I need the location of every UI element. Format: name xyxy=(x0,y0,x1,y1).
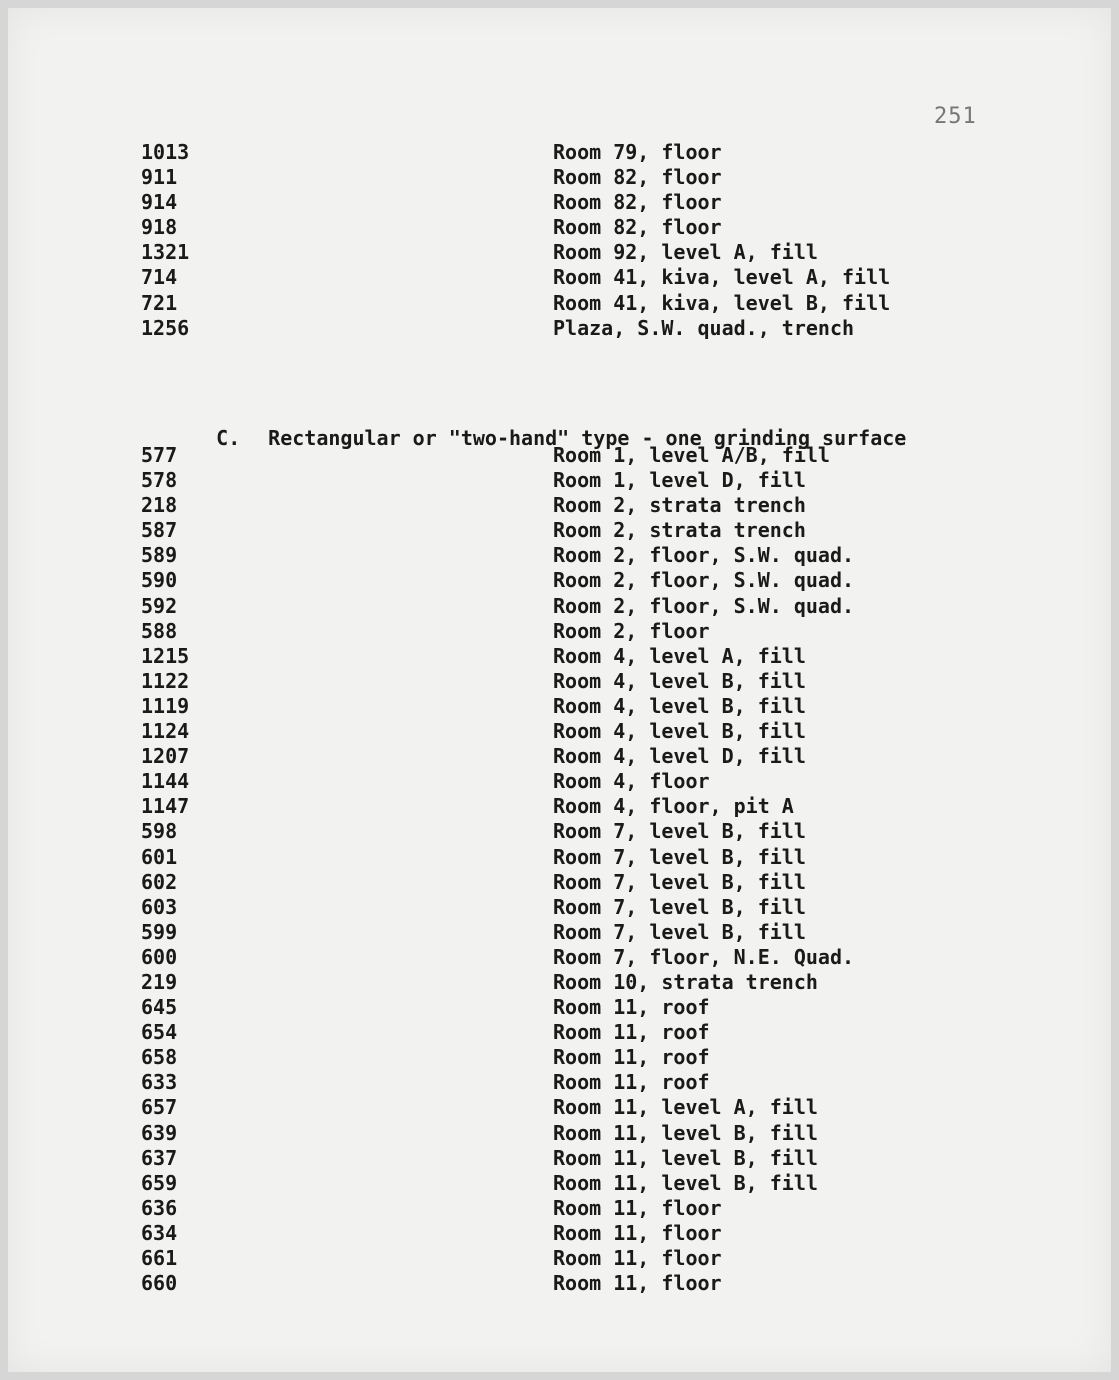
catalog-number: 601 xyxy=(141,844,178,869)
catalog-number: 1013 xyxy=(141,140,190,164)
provenience: Room 2, floor xyxy=(553,618,710,643)
table-row xyxy=(8,1095,1111,1120)
provenience: Room 7, level B, fill xyxy=(553,894,806,919)
table-row xyxy=(8,1221,1111,1246)
table-row xyxy=(8,619,1111,644)
table-row xyxy=(8,644,1111,669)
catalog-number: 578 xyxy=(141,468,178,493)
table-row xyxy=(8,1121,1111,1146)
table-row xyxy=(8,190,1111,215)
provenience: Room 79, floor xyxy=(553,140,722,164)
table-row xyxy=(8,1045,1111,1070)
provenience: Room 11, floor xyxy=(553,1246,722,1270)
table-row xyxy=(8,1171,1111,1196)
catalog-number: 1122 xyxy=(141,668,190,693)
catalog-number: 602 xyxy=(141,869,178,894)
table-row xyxy=(8,945,1111,970)
catalog-number: 639 xyxy=(141,1120,178,1145)
provenience: Room 2, floor, S.W. quad. xyxy=(553,593,855,618)
table-row xyxy=(8,845,1111,870)
table-row xyxy=(8,594,1111,619)
table-row xyxy=(8,920,1111,945)
catalog-number: 633 xyxy=(141,1070,178,1095)
catalog-number: 589 xyxy=(141,543,178,568)
table-row xyxy=(8,794,1111,819)
table-row xyxy=(8,669,1111,694)
table-row xyxy=(8,769,1111,794)
provenience: Plaza, S.W. quad., trench xyxy=(553,315,855,340)
table-row xyxy=(8,316,1111,341)
catalog-number: 587 xyxy=(141,518,178,543)
catalog-number: 603 xyxy=(141,894,178,919)
catalog-number: 1119 xyxy=(141,693,190,718)
provenience: Room 7, level B, fill xyxy=(553,919,806,944)
provenience: Room 7, floor, N.E. Quad. xyxy=(553,944,855,969)
provenience: Room 2, strata trench xyxy=(553,493,806,518)
provenience: Room 1, level A/B, fill xyxy=(553,443,830,467)
provenience: Room 4, level B, fill xyxy=(553,719,806,744)
catalog-number: 721 xyxy=(141,290,178,315)
catalog-number: 1207 xyxy=(141,744,190,769)
section-title: Rectangular or "two-hand" type - one grinding surface xyxy=(268,426,907,450)
provenience: Room 82, floor xyxy=(553,215,722,240)
provenience: Room 4, level A, fill xyxy=(553,643,806,668)
provenience: Room 11, roof xyxy=(553,1020,710,1045)
table-row xyxy=(8,1246,1111,1271)
provenience: Room 1, level D, fill xyxy=(553,468,806,493)
catalog-number: 918 xyxy=(141,215,178,240)
provenience: Room 11, roof xyxy=(553,1070,710,1095)
catalog-number: 658 xyxy=(141,1045,178,1070)
table-row xyxy=(8,1070,1111,1095)
table-row xyxy=(8,895,1111,920)
catalog-number: 660 xyxy=(141,1271,178,1296)
provenience: Room 4, level D, fill xyxy=(553,744,806,769)
provenience: Room 2, strata trench xyxy=(553,518,806,543)
section-letter: C. xyxy=(216,426,241,450)
table-row xyxy=(8,518,1111,543)
table-row xyxy=(8,215,1111,240)
provenience: Room 2, floor, S.W. quad. xyxy=(553,568,855,593)
provenience: Room 4, floor xyxy=(553,769,710,794)
catalog-number: 577 xyxy=(141,443,178,467)
table-row xyxy=(8,1196,1111,1221)
provenience: Room 4, floor, pit A xyxy=(553,794,794,819)
table-row xyxy=(8,140,1111,165)
provenience: Room 4, level B, fill xyxy=(553,693,806,718)
catalog-number: 1144 xyxy=(141,769,190,794)
table-row xyxy=(8,1020,1111,1045)
provenience: Room 11, level B, fill xyxy=(553,1120,818,1145)
table-row xyxy=(8,240,1111,265)
provenience: Room 11, roof xyxy=(553,1045,710,1070)
catalog-number: 219 xyxy=(141,969,178,994)
catalog-number: 634 xyxy=(141,1220,178,1245)
catalog-number: 645 xyxy=(141,995,178,1020)
provenience: Room 7, level B, fill xyxy=(553,819,806,844)
provenience: Room 41, kiva, level A, fill xyxy=(553,265,891,290)
provenience: Room 7, level B, fill xyxy=(553,869,806,894)
provenience: Room 11, level B, fill xyxy=(553,1170,818,1195)
catalog-number: 661 xyxy=(141,1246,178,1270)
provenience: Room 11, level B, fill xyxy=(553,1145,818,1170)
table-row xyxy=(8,291,1111,316)
table-row xyxy=(8,1146,1111,1171)
table-row xyxy=(8,543,1111,568)
catalog-number: 1147 xyxy=(141,794,190,819)
catalog-number: 590 xyxy=(141,568,178,593)
provenience: Room 82, floor xyxy=(553,165,722,190)
table-row xyxy=(8,819,1111,844)
provenience: Room 41, kiva, level B, fill xyxy=(553,290,891,315)
catalog-number: 599 xyxy=(141,919,178,944)
catalog-number: 1256 xyxy=(141,315,190,340)
table-row xyxy=(8,744,1111,769)
provenience: Room 11, level A, fill xyxy=(553,1095,818,1120)
provenience: Room 11, floor xyxy=(553,1271,722,1296)
catalog-number: 659 xyxy=(141,1170,178,1195)
provenience: Room 11, floor xyxy=(553,1220,722,1245)
table-row xyxy=(8,165,1111,190)
document-page xyxy=(8,8,1111,1372)
catalog-number: 714 xyxy=(141,265,178,290)
provenience: Room 82, floor xyxy=(553,190,722,215)
provenience: Room 10, strata trench xyxy=(553,969,818,994)
catalog-number: 657 xyxy=(141,1095,178,1120)
provenience: Room 4, level B, fill xyxy=(553,668,806,693)
catalog-number: 1215 xyxy=(141,643,190,668)
specimen-list-section-b xyxy=(8,140,1111,341)
table-row xyxy=(8,568,1111,593)
table-row xyxy=(8,265,1111,290)
table-row xyxy=(8,493,1111,518)
table-row xyxy=(8,443,1111,468)
catalog-number: 914 xyxy=(141,190,178,215)
catalog-number: 218 xyxy=(141,493,178,518)
catalog-number: 1321 xyxy=(141,240,190,265)
table-row xyxy=(8,870,1111,895)
page-number: 251 xyxy=(934,104,977,129)
provenience: Room 11, floor xyxy=(553,1195,722,1220)
catalog-number: 637 xyxy=(141,1145,178,1170)
provenience: Room 7, level B, fill xyxy=(553,844,806,869)
table-row xyxy=(8,970,1111,995)
catalog-number: 654 xyxy=(141,1020,178,1045)
table-row xyxy=(8,1271,1111,1296)
catalog-number: 588 xyxy=(141,618,178,643)
catalog-number: 600 xyxy=(141,944,178,969)
provenience: Room 92, level A, fill xyxy=(553,240,818,265)
table-row xyxy=(8,468,1111,493)
catalog-number: 636 xyxy=(141,1195,178,1220)
catalog-number: 592 xyxy=(141,593,178,618)
provenience: Room 2, floor, S.W. quad. xyxy=(553,543,855,568)
catalog-number: 911 xyxy=(141,165,178,190)
specimen-list-section-c xyxy=(8,443,1111,1296)
table-row xyxy=(8,694,1111,719)
catalog-number: 1124 xyxy=(141,719,190,744)
catalog-number: 598 xyxy=(141,819,178,844)
table-row xyxy=(8,719,1111,744)
provenience: Room 11, roof xyxy=(553,995,710,1020)
table-row xyxy=(8,995,1111,1020)
